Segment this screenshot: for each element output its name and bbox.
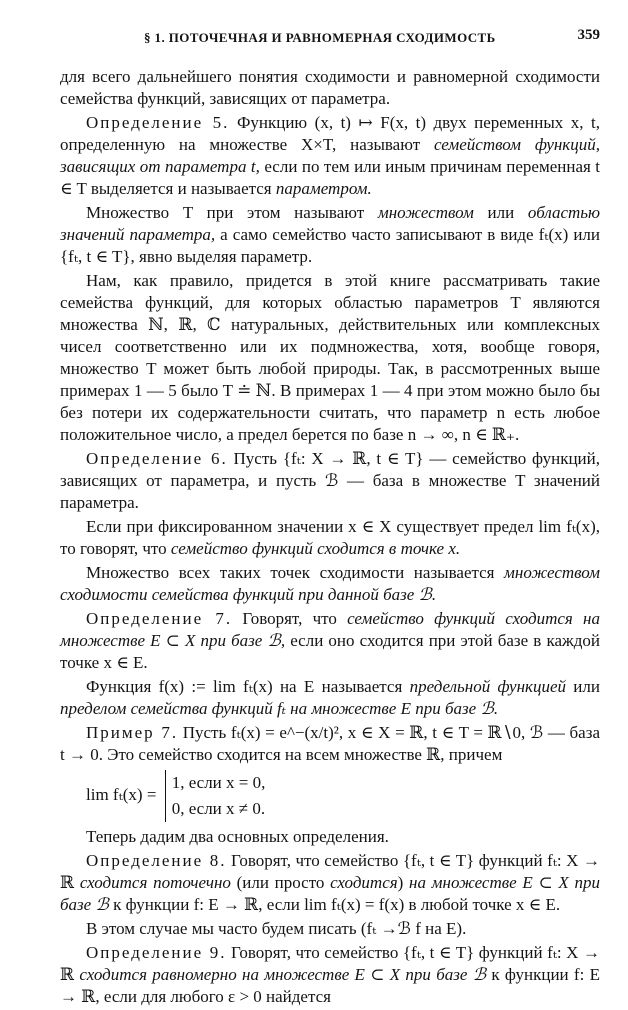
text: а само семейство часто записывают в виде fₜ(x) или {fₜ, t ∈ T}, явно выделяя параметр. — [60, 225, 600, 266]
term: сходится поточечно — [79, 873, 231, 892]
term: семейством функций, зависящих от параметра t, — [60, 135, 600, 176]
definition-7 — [60, 608, 600, 674]
text: ) — [397, 873, 410, 892]
example-label: Пример 7. — [86, 723, 179, 742]
paragraph — [60, 516, 600, 560]
text: (или просто — [230, 873, 331, 892]
text: Если при фиксированном значении x ∈ X существует предел lim fₜ(x), то говорят, что — [60, 517, 600, 558]
piecewise-cases — [165, 770, 266, 822]
text: Теперь дадим два основных определения. — [86, 827, 389, 846]
text: В этом случае мы часто будем писать (fₜ →ℬ f на E). — [86, 919, 467, 938]
text: Множество всех таких точек сходимости называется — [86, 563, 505, 582]
text: или — [566, 677, 600, 696]
example-7 — [60, 722, 600, 766]
definition-label: Определение 6. — [86, 449, 228, 468]
text: Нам, как правило, придется в этой книге рассматривать такие семейства функций, для которых областью параметров T являются множества ℕ, ℝ, ℂ натуральных, действительных или комплексных чисел соответственно или их подмножества, хотя, вообще говоря, множество T может быть любой природы. Так, в рассмотренных выше примерах 1 — 5 было T ≐ ℕ. В примерах 1 — 4 при этом можно было бы без потери их содержательности считать, что параметр n есть любое положительное число, а предел берется по базе n → ∞, n ∈ ℝ₊. — [60, 271, 600, 444]
definition-5 — [60, 112, 600, 200]
definition-label: Определение 5. — [86, 113, 230, 132]
term: семейство функций сходится в точке x. — [170, 539, 461, 558]
text: Говорят, что — [232, 609, 348, 628]
term: предельной функцией — [409, 677, 566, 696]
page-number: 359 — [577, 27, 600, 43]
page-body — [60, 66, 600, 1010]
paragraph — [60, 66, 600, 110]
term: параметром. — [275, 179, 372, 198]
text: Говорят, что семейство {fₜ, t ∈ T} функций fₜ: X → ℝ — [60, 943, 600, 984]
term: на множестве E ⊂ X при базе ℬ — [60, 873, 600, 914]
text: Функция f(x) := lim fₜ(x) на E называется — [86, 677, 410, 696]
definition-9 — [60, 942, 600, 1008]
section-title: § 1. ПОТОЧЕЧНАЯ И РАВНОМЕРНАЯ СХОДИМОСТЬ — [144, 30, 496, 45]
paragraph — [60, 826, 600, 848]
term: областью значений параметра, — [60, 203, 600, 244]
text: Говорят, что семейство {fₜ, t ∈ T} функций fₜ: X → ℝ — [60, 851, 600, 892]
case-1: 1, если x = 0, — [171, 773, 266, 792]
text: Пусть fₜ(x) = e^−(x/t)², x ∈ X = ℝ, t ∈ T = ℝ∖0, ℬ — база t → 0. Это семейство сходится на всем множестве ℝ, причем — [60, 723, 600, 764]
term: пределом семейства функций fₜ на множестве E при базе ℬ. — [60, 699, 499, 718]
term: множеством сходимости семейства функций при данной базе ℬ. — [60, 563, 600, 604]
limit-expression: lim fₜ(x) = — [86, 784, 157, 804]
paragraph — [60, 562, 600, 606]
paragraph — [60, 918, 600, 940]
definition-label: Определение 9. — [86, 943, 227, 962]
definition-6 — [60, 448, 600, 514]
paragraph — [60, 270, 600, 446]
text: если оно сходится при этой базе в каждой точке x ∈ E. — [60, 631, 600, 672]
text: для всего дальнейшего понятия сходимости и равномерной сходимости семейства функций, зависящих от параметра. — [60, 67, 600, 108]
case-2: 0, если x ≠ 0. — [171, 799, 266, 818]
text: Множество T при этом называют — [86, 203, 378, 222]
term: множеством — [377, 203, 474, 222]
text: или — [473, 203, 528, 222]
paragraph — [60, 202, 600, 268]
definition-label: Определение 7. — [86, 609, 233, 628]
definition-8 — [60, 850, 600, 916]
text: Пусть {fₜ: X → ℝ, t ∈ T} — семейство функций, зависящих от параметра, и пусть ℬ — база в множестве T значений параметра. — [60, 449, 600, 512]
term: сходится — [330, 873, 398, 892]
term: семейство функций сходится на множестве E ⊂ X при базе ℬ, — [60, 609, 600, 650]
piecewise-formula — [60, 770, 600, 822]
running-header — [60, 24, 600, 48]
text: Функцию (x, t) ↦ F(x, t) двух переменных x, t, определенную на множестве X×T, называют — [60, 113, 600, 154]
paragraph — [60, 676, 600, 720]
term: сходится равномерно на множестве E ⊂ X при базе ℬ — [79, 965, 487, 984]
definition-label: Определение 8. — [86, 851, 227, 870]
text: если по тем или иным причинам переменная t ∈ T выделяется и называется — [60, 157, 600, 198]
text: к функции f: E → ℝ, если lim fₜ(x) = f(x) в любой точке x ∈ E. — [108, 895, 561, 914]
text: к функции f: E → ℝ, если для любого ε > 0 найдется — [60, 965, 600, 1006]
